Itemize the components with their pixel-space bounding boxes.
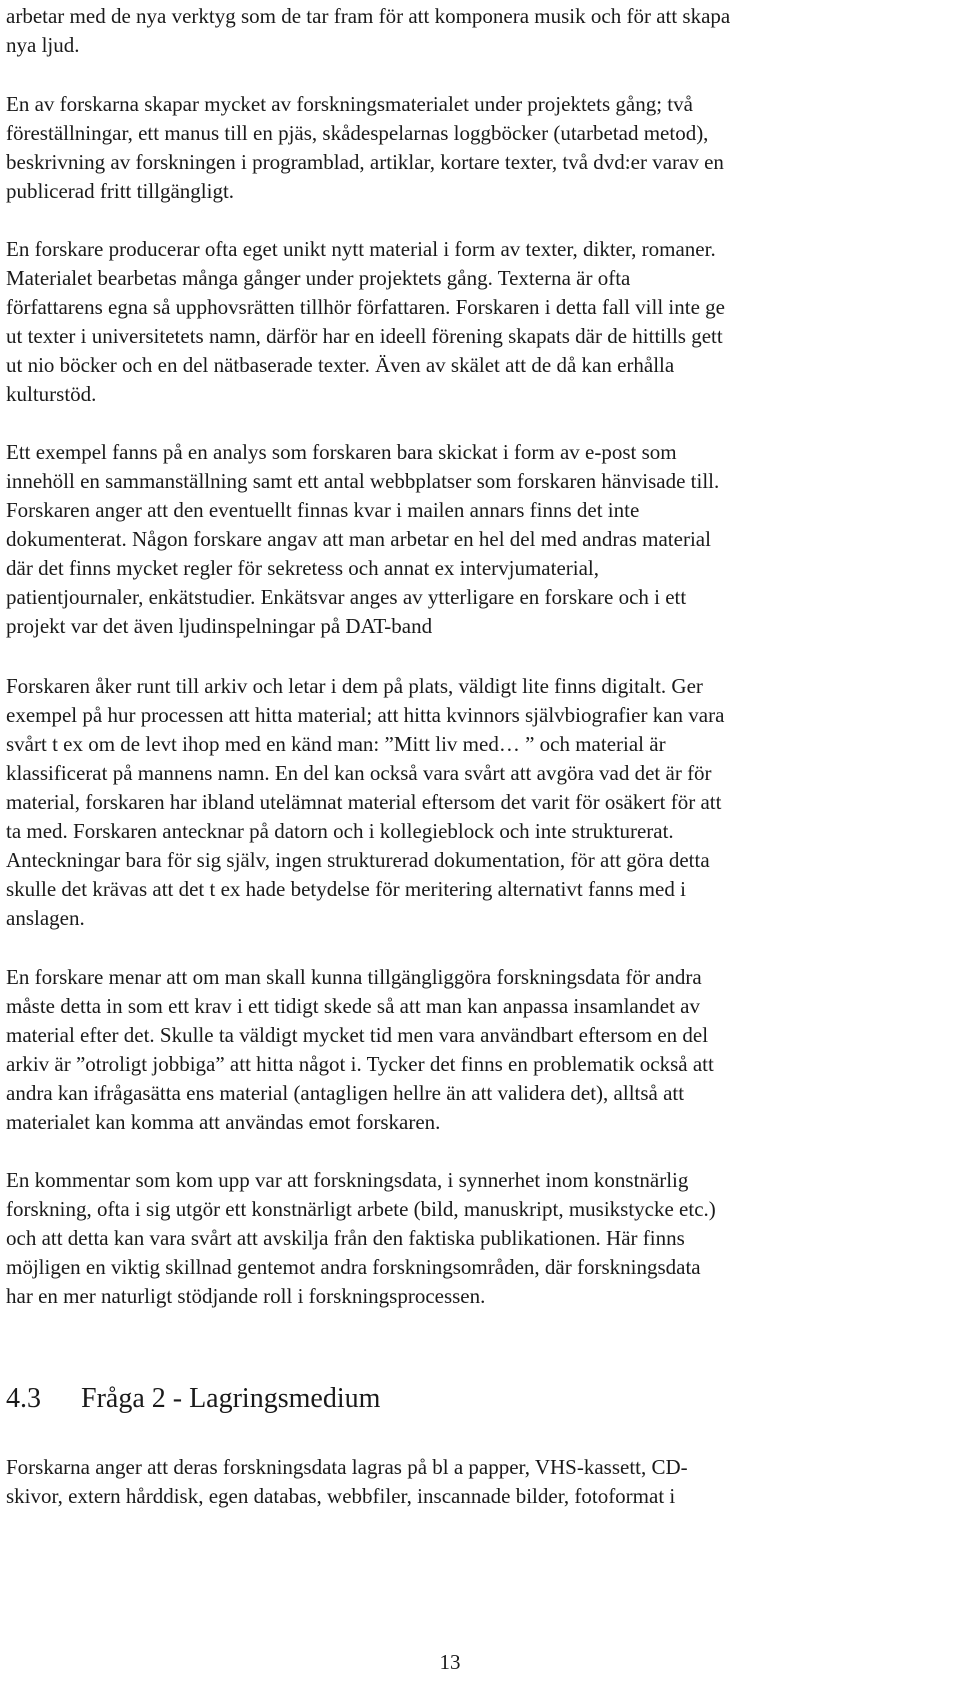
section-title: Fråga 2 - Lagringsmedium xyxy=(81,1383,381,1414)
text-line: Materialet bearbetas många gånger under projektets gång. Texterna är ofta xyxy=(6,266,631,290)
text-line: patientjournaler, enkätstudier. Enkätsvar anges av ytterligare en forskare och i ett xyxy=(6,585,687,609)
text-line: Anteckningar bara för sig själv, ingen strukturerad dokumentation, för att göra detta xyxy=(6,848,710,872)
text-line: publicerad fritt tillgängligt. xyxy=(6,179,235,203)
text-line: En forskare producerar ofta eget unikt nytt material i form av texter, dikter, romaner. xyxy=(6,237,716,261)
text-line: En forskare menar att om man skall kunna tillgängliggöra forskningsdata för andra xyxy=(6,965,702,989)
text-line: materialet kan komma att användas emot forskaren. xyxy=(6,1110,441,1134)
section-heading xyxy=(6,1382,380,1416)
text-line: klassificerat på mannens namn. En del kan också vara svårt att avgöra vad det är för xyxy=(6,761,712,785)
text-line: och att detta kan vara svårt att avskilja från den faktiska publikationen. Här finns xyxy=(6,1226,685,1250)
paragraph-5 xyxy=(6,672,951,933)
text-line: arbetar med de nya verktyg som de tar fram för att komponera musik och för att skapa xyxy=(6,4,731,28)
page-number: 13 xyxy=(439,1650,461,1674)
section-number: 4.3 xyxy=(6,1383,41,1414)
text-line: En kommentar som kom upp var att forskningsdata, i synnerhet inom konstnärlig xyxy=(6,1168,689,1192)
paragraph-1 xyxy=(6,2,951,60)
text-line: ut nio böcker och en del nätbaserade texter. Även av skälet att de då kan erhålla xyxy=(6,353,675,377)
text-line: exempel på hur processen att hitta material; att hitta kvinnors självbiografier kan vara xyxy=(6,703,725,727)
text-line: andra kan ifrågasätta ens material (antagligen hellre än att validera det), alltså att xyxy=(6,1081,685,1105)
text-line: nya ljud. xyxy=(6,33,80,57)
text-line: projekt var det även ljudinspelningar på DAT-band xyxy=(6,614,433,638)
text-line: skivor, extern hårddisk, egen databas, webbfiler, inscannade bilder, fotoformat i xyxy=(6,1484,676,1508)
text-line: måste detta in som ett krav i ett tidigt skede så att man kan anpassa insamlandet av xyxy=(6,994,700,1018)
text-line: dokumenterat. Någon forskare angav att man arbetar en hel del med andras material xyxy=(6,527,711,551)
text-line: möjligen en viktig skillnad gentemot andra forskningsområden, där forskningsdata xyxy=(6,1255,701,1279)
text-line: där det finns mycket regler för sekretess och annat ex intervjumaterial, xyxy=(6,556,600,580)
paragraph-6 xyxy=(6,963,951,1137)
text-line: Forskarna anger att deras forskningsdata lagras på bl a papper, VHS-kassett, CD- xyxy=(6,1455,688,1479)
text-line: En av forskarna skapar mycket av forskningsmaterialet under projektets gång; två xyxy=(6,92,693,116)
text-line: författarens egna så upphovsrätten tillhör författaren. Forskaren i detta fall vill inte ge xyxy=(6,295,725,319)
text-line: föreställningar, ett manus till en pjäs, skådespelarnas loggböcker (utarbetad metod), xyxy=(6,121,709,145)
text-line: har en mer naturligt stödjande roll i forskningsprocessen. xyxy=(6,1284,486,1308)
paragraph-4 xyxy=(6,438,951,641)
paragraph-8 xyxy=(6,1453,951,1511)
text-line: skulle det krävas att det t ex hade betydelse för meritering alternativt fanns med i xyxy=(6,877,686,901)
paragraph-2 xyxy=(6,90,951,206)
text-line: arkiv är ”otroligt jobbiga” att hitta något i. Tycker det finns en problematik också att xyxy=(6,1052,714,1076)
text-line: beskrivning av forskningen i programblad, artiklar, kortare texter, två dvd:er varav en xyxy=(6,150,724,174)
text-line: Ett exempel fanns på en analys som forskaren bara skickat i form av e-post som xyxy=(6,440,677,464)
text-line: material efter det. Skulle ta väldigt mycket tid men vara användbart eftersom en del xyxy=(6,1023,709,1047)
text-line: Forskaren anger att den eventuellt finnas kvar i mailen annars finns det inte xyxy=(6,498,640,522)
paragraph-7 xyxy=(6,1166,951,1311)
text-line: kulturstöd. xyxy=(6,382,97,406)
text-line: innehöll en sammanställning samt ett antal webbplatser som forskaren hänvisade till. xyxy=(6,469,720,493)
text-line: svårt t ex om de levt ihop med en känd man: ”Mitt liv med… ” och material är xyxy=(6,732,666,756)
text-line: anslagen. xyxy=(6,906,85,930)
text-line: Forskaren åker runt till arkiv och letar i dem på plats, väldigt lite finns digitalt. Ger xyxy=(6,674,703,698)
paragraph-3 xyxy=(6,235,951,409)
text-line: ut texter i universitetets namn, därför har en ideell förening skapats där de hittills gett xyxy=(6,324,723,348)
text-line: forskning, ofta i sig utgör ett konstnärligt arbete (bild, manuskript, musikstycke etc.) xyxy=(6,1197,716,1221)
text-line: material, forskaren har ibland utelämnat material eftersom det varit för osäkert för att xyxy=(6,790,722,814)
text-line: ta med. Forskaren antecknar på datorn och i kollegieblock och inte strukturerat. xyxy=(6,819,674,843)
